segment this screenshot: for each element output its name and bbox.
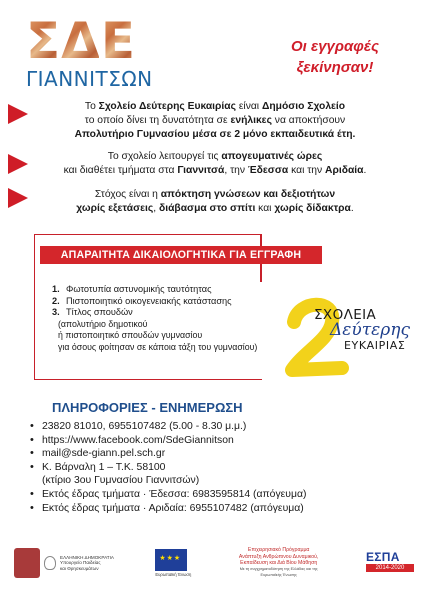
- intro-paragraph-3: Στόχος είναι η απόκτηση γνώσεων και δεξιοτήτων χωρίς εξετάσεις, διάβασμα στο σπίτι και χωρίς δίδακτρα.: [76, 189, 354, 214]
- emblem-line-1: ΣΧΟΛΕΙΑ: [314, 307, 377, 323]
- aridaia-row: [30, 502, 410, 516]
- espa-logo: [366, 551, 414, 575]
- documents-note: (απολυτήριο δημοτικού ή πιστοποιητικό σπουδών γυμνασίου για όσους φοίτησαν σε κάποια τάξη του γυμνασίου): [58, 318, 258, 352]
- facebook-link[interactable]: https://www.facebook.com/SdeGiannitson: [42, 434, 234, 446]
- info-title: ΠΛΗΡΟΦΟΡΙΕΣ - ΕΝΗΜΕΡΩΣΗ: [52, 400, 243, 415]
- bullet-icon: •: [30, 420, 34, 432]
- email-row: [30, 447, 410, 461]
- list-item: 3. Τίτλος σπουδών: [52, 307, 133, 318]
- aridaia-text: Εκτός έδρας τμήματα · Αριδαία: 6955107482 (απόγευμα): [42, 502, 304, 514]
- emblem-line-2: Δεύτερης: [330, 320, 410, 340]
- arrow-icon: [8, 154, 28, 174]
- sde-logo: [26, 12, 156, 91]
- school-seal-logo: [14, 548, 118, 578]
- facebook-row: [30, 434, 410, 448]
- eu-logo: [155, 549, 191, 577]
- ministry-text: ΕΛΛΗΝΙΚΗ ΔΗΜΟΚΡΑΤΙΑ Υπουργείο Παιδείας και Θρησκευμάτων: [60, 554, 114, 571]
- headline: Οι εγγραφές ξεκίνησαν!: [291, 38, 379, 76]
- emblem-text: [314, 308, 410, 352]
- phone-text[interactable]: 23820 81010, 6955107482 (5.00 - 8.30 μ.μ.): [42, 421, 247, 432]
- espa-word: ΕΣΠΑ: [366, 550, 400, 564]
- address-note: (κτίριο 3ου Γυμνασίου Γιαννιτσών): [42, 475, 200, 487]
- edessa-row: [30, 488, 410, 502]
- emblem-line-3: ΕΥΚΑΙΡΙΑΣ: [344, 339, 406, 352]
- info-list: [30, 420, 410, 515]
- second-chance-schools-emblem: [284, 294, 414, 384]
- programme-text: Επιχειρησιακό Πρόγραμμα Ανάπτυξη Ανθρώπινου Δυναμικού, Εκπαίδευση και Διά Βίου Μάθηση Με τη συγχρηματοδότηση της Ελλάδας και της Ευρωπαϊκής Ένωσης: [238, 547, 319, 578]
- address-row: [30, 461, 410, 475]
- espa-years: 2014-2020: [366, 564, 414, 572]
- greek-emblem-icon: [44, 556, 56, 570]
- arrow-icon: [8, 188, 28, 208]
- bullet-icon: •: [30, 487, 34, 500]
- intro-paragraph-2: Το σχολείο λειτουργεί τις απογευματινές ώρες και διαθέτει τμήματα στα Γιαννιτσά, την Έδεσσα και την Αριδαία.: [63, 151, 367, 176]
- logo-letter-sigma: Σ: [26, 12, 60, 70]
- arrow-icon: [8, 104, 28, 124]
- bullet-icon: •: [30, 501, 34, 514]
- list-item: 2. Πιστοποιητικό οικογενειακής κατάστασης: [52, 295, 232, 306]
- eu-flag-icon: [155, 549, 187, 571]
- intro-paragraph-1: Το Σχολείο Δεύτερης Ευκαιρίας είναι Δημόσιο Σχολείο το οποίο δίνει τη δυνατότητα σε ενήλικες να αποκτήσουν Απολυτήριο Γυμνασίου μέσα σε 2 μόνο εκπαιδευτικά έτη.: [74, 101, 356, 140]
- list-item: 1. Φωτοτυπία αστυνομικής ταυτότητας: [52, 284, 212, 294]
- logo-subtitle: ΓΙΑΝΝΙΤΣΩΝ: [26, 67, 153, 91]
- email-link[interactable]: mail@sde-giann.pel.sch.gr: [42, 448, 166, 460]
- edessa-text: Εκτός έδρας τμήματα · Έδεσσα: 6983595814 (απόγευμα): [42, 488, 307, 500]
- bullet-icon: •: [30, 447, 34, 460]
- eu-label: Ευρωπαϊκή Ένωση: [155, 572, 192, 577]
- bullet-icon: •: [30, 460, 34, 473]
- bullet-icon: •: [30, 433, 34, 446]
- address-text: Κ. Βάρναλη 1 – Τ.Κ. 58100: [42, 461, 166, 473]
- phone-row: [30, 420, 410, 434]
- documents-title: ΑΠΑΡΑΙΤΗΤΑ ΔΙΚΑΙΟΛΟΓΗΤΙΚΑ ΓΙΑ ΕΓΓΡΑΦΗ: [40, 246, 322, 264]
- logo-letter-epsilon: Ε: [100, 12, 135, 70]
- seal-icon: [14, 548, 40, 578]
- logo-letters: [26, 12, 156, 70]
- footer-logos: [14, 546, 414, 580]
- logo-letter-delta: Δ: [61, 12, 99, 70]
- documents-list: [52, 284, 282, 353]
